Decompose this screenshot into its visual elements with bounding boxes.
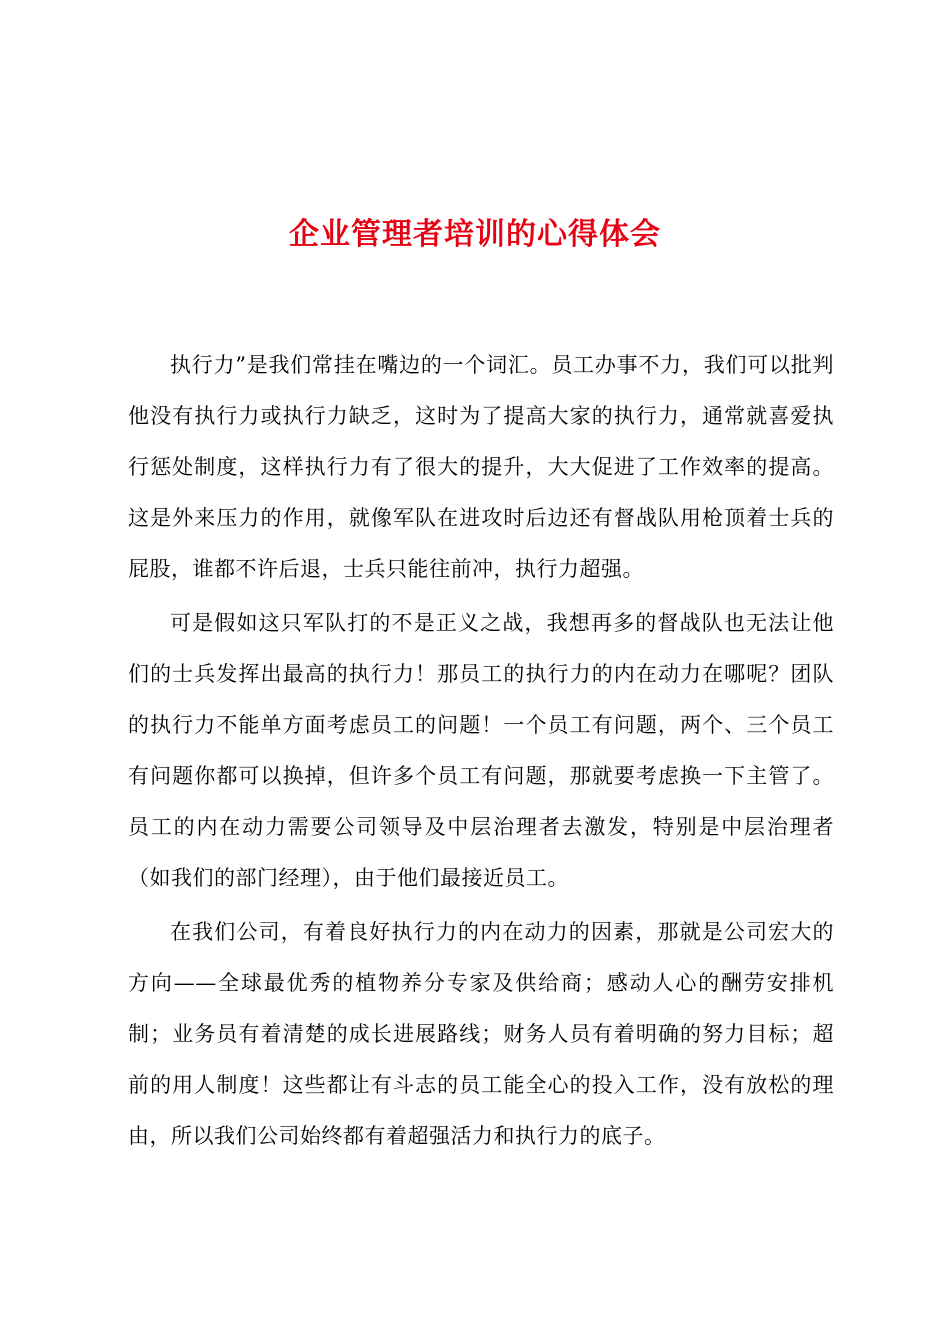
paragraph-3: 在我们公司，有着良好执行力的内在动力的因素，那就是公司宏大的方向——全球最优秀的植物养分专家及供给商；感动人心的酬劳安排机制；业务员有着清楚的成长进展路线；财务人员有着明确的努力目标；超前的用人制度！这些都让有斗志的员工能全心的投入工作，没有放松的理由，所以我们公司始终都有着超强活力和执行力的底子。 <box>128 920 834 1148</box>
document-title: 企业管理者培训的心得体会 <box>289 217 661 252</box>
paragraph-1: 执行力”是我们常挂在嘴边的一个词汇。员工办事不力，我们可以批判他没有执行力或执行力缺乏，这时为了提高大家的执行力，通常就喜爱执行惩处制度，这样执行力有了很大的提升，大大促进了工作效率的提高。这是外来压力的作用，就像军队在进攻时后边还有督战队用枪顶着士兵的屁股，谁都不许后退，士兵只能往前冲，执行力超强。 <box>128 353 834 581</box>
paragraph-2: 可是假如这只军队打的不是正义之战，我想再多的督战队也无法让他们的士兵发挥出最高的执行力！那员工的执行力的内在动力在哪呢？团队的执行力不能单方面考虑员工的问题！一个员工有问题，两个、三个员工有问题你都可以换掉，但许多个员工有问题，那就要考虑换一下主管了。员工的内在动力需要公司领导及中层治理者去激发，特别是中层治理者（如我们的部门经理），由于他们最接近员工。 <box>128 611 834 890</box>
document-body <box>128 340 834 1165</box>
